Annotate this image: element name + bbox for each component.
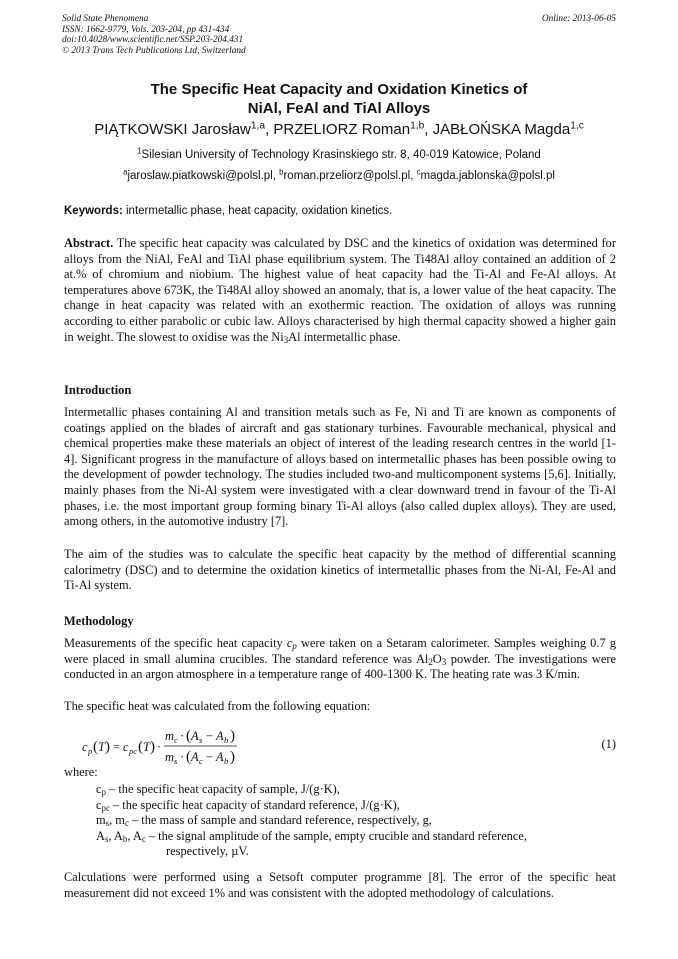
svg-text:): )	[105, 739, 110, 755]
abstract	[64, 236, 616, 345]
author-3-marker: 1,c	[570, 120, 584, 132]
def-text: – the mass of sample and standard reference, respectively, g,	[128, 813, 432, 828]
def-subscript-2: b	[122, 833, 128, 844]
svg-text:(: (	[138, 739, 143, 755]
title-line-1: The Specific Heat Capacity and Oxidation Kinetics of	[150, 81, 528, 98]
svg-text:·: ·	[157, 740, 162, 754]
email-c: magda.jablonska@polsl.pl	[420, 170, 555, 182]
definition-amplitude	[96, 829, 616, 845]
abstract-end: Al intermetallic phase.	[288, 329, 401, 344]
oxygen-symbol: O	[432, 651, 442, 666]
svg-text:c: c	[174, 735, 178, 745]
paper-title	[62, 80, 616, 118]
definition-continuation: respectively, µV.	[166, 844, 249, 859]
methodology-paragraph-3: Calculations were performed using a Setsoft computer programme [8]. The error of the specific heat measurement did not exceed 1% and was consistent with the adopted methodology of calculations.	[64, 870, 616, 900]
author-2: PRZELIORZ Roman	[273, 121, 411, 138]
email-a: jaroslaw.piatkowski@polsl.pl,	[127, 170, 276, 182]
methodology-text-b: were taken on a Setaram calorimeter. Samples weighing 0.7 g were placed in small alumina crucibles. The standard reference was Al	[64, 636, 616, 666]
keywords-text: intermetallic phase, heat capacity, oxidation kinetics.	[126, 205, 393, 217]
symbol-definitions	[96, 782, 616, 860]
definition-cp	[96, 782, 616, 798]
def-symbol-3: , A	[127, 828, 142, 843]
def-symbol: c	[96, 782, 102, 796]
def-symbol: A	[96, 828, 105, 843]
svg-text:pc: pc	[129, 746, 138, 756]
svg-text:c: c	[199, 756, 203, 766]
svg-text:c: c	[123, 740, 129, 754]
svg-text:): )	[230, 749, 235, 765]
svg-text:s: s	[174, 756, 178, 766]
def-subscript-3: c	[141, 833, 146, 844]
doi-line: doi:10.4028/www.scientific.net/SSP.203-204.431	[62, 35, 244, 45]
keywords	[64, 205, 616, 217]
svg-text:T: T	[98, 740, 105, 754]
introduction-paragraph-2: The aim of the studies was to calculate the specific heat capacity by the method of differential scanning calorimetry (DSC) and to determine the oxidation kinetics of intermetallic phases from the Ni-Al, Fe-Al and Ti-Al system.	[64, 547, 616, 593]
methodology-paragraph-2: The specific heat was calculated from the following equation:	[64, 699, 371, 713]
svg-text:b: b	[224, 735, 229, 745]
journal-name: Solid State Phenomena	[62, 14, 149, 24]
author-3: JABŁOŃSKA Magda	[432, 121, 571, 138]
def-subscript: s	[104, 833, 109, 844]
author-1-marker: 1,a	[250, 120, 266, 132]
svg-text:): )	[150, 739, 155, 755]
def-text: – the specific heat capacity of standard reference, J/(g·K),	[109, 797, 400, 812]
title-line-2: NiAl, FeAl and TiAl Alloys	[247, 100, 431, 117]
where-label: where:	[64, 765, 98, 779]
svg-text:(: (	[186, 749, 191, 765]
svg-text:A: A	[216, 729, 224, 743]
svg-text:−: −	[206, 750, 214, 764]
svg-text:T: T	[143, 740, 150, 754]
affiliation-text: Silesian University of Technology Krasinskiego str. 8, 40-019 Katowice, Poland	[141, 149, 541, 161]
svg-text:): )	[230, 728, 235, 744]
abstract-text: The specific heat capacity was calculated by DSC and the kinetics of oxidation was determined for alloys from the NiAl, FeAl and TiAl phase equilibrium system. The Ti48Al alloy contained an addition of 2 at.% of chromium and niobium. The highest value of heat capacity had the Ti-Al and Fe-Al alloys. At temperatures above 673K, the Ti48Al alloy showed an anomaly, that is, a lower value of the heat capacity. The change in heat capacity was related with an exothermic reaction. The oxidation of alloys was running according to either parabolic or cubic law. Alloys characterised by high thermal capacity showed a higher gain in weight. The slowest to oxidise was the Ni	[64, 236, 617, 344]
def-text: – the signal amplitude of the sample, empty crucible and standard reference,	[145, 828, 527, 843]
journal-header	[62, 14, 616, 56]
def-symbol-2: , A	[108, 828, 123, 843]
heat-capacity-formula	[80, 724, 280, 768]
email-b-marker: b	[279, 167, 284, 177]
svg-text:(: (	[93, 739, 98, 755]
svg-text:−: −	[206, 729, 214, 743]
methodology-paragraph-1	[64, 636, 616, 683]
keywords-label: Keywords:	[64, 205, 123, 217]
email-list	[62, 167, 616, 182]
email-b: roman.przeliorz@polsl.pl,	[283, 170, 414, 182]
methodology-heading: Methodology	[64, 614, 134, 628]
svg-text:s: s	[199, 735, 203, 745]
svg-text:c: c	[82, 740, 88, 754]
def-subscript: s	[105, 817, 110, 828]
svg-text:p: p	[88, 746, 93, 756]
o-subscript: 3	[441, 656, 447, 667]
al-subscript: 2	[428, 656, 433, 667]
svg-text:A: A	[191, 729, 199, 743]
svg-text:=: =	[113, 740, 121, 754]
cp-subscript: p	[292, 640, 297, 651]
cp-symbol: c	[286, 636, 293, 650]
introduction-paragraph-1: Intermetallic phases containing Al and transition metals such as Fe, Ni and Ti are known as components of coatings applied on the blades of aircraft and gas stationary turbines. Favourable mechanical, physical and chemical properties make these materials an object of interest of the leading research centres in the world [1-4]. Significant progress in the manufacture of alloys based on intermetallic phases has been possible owing to the development of powder technology. The studies included two-and multicomponent systems [5,6]. Initially, mainly phases from the Ni-Al system were investigated with a clear downward trend in favour of the Ti-Al phases, i.e. the most important group forming binary Ti-Al alloys (also called duplex alloys). They are used, among others, in the automotive industry [7].	[64, 405, 616, 529]
equation-number: (1)	[601, 737, 616, 751]
def-subscript: pc	[101, 802, 110, 813]
email-c-marker: c	[416, 167, 421, 177]
email-a-marker: a	[123, 167, 128, 177]
affiliation	[62, 146, 616, 161]
equation-1	[80, 726, 616, 766]
methodology-text-c: powder. The investigations were conducted in an argon atmosphere in a temperature range of 400-1300 K. The heating rate was 3 K/min.	[64, 651, 616, 682]
svg-text:A: A	[216, 750, 224, 764]
definition-mass	[96, 813, 616, 829]
def-subscript: p	[101, 786, 106, 797]
issn-line: ISSN: 1662-9779, Vols. 203-204, pp 431-434	[62, 24, 230, 35]
definition-cpc	[96, 798, 616, 814]
introduction-heading: Introduction	[64, 383, 132, 397]
author-list: PIĄTKOWSKI Jarosław$^{1,a}$, PRZELIORZ Roman$^{1,b}$, JABŁOŃSKA Magda$^{1,c}$	[94, 120, 584, 138]
svg-text:·: ·	[180, 729, 185, 743]
methodology-text-a: Measurements of the specific heat capacity	[64, 636, 283, 650]
svg-text:m: m	[165, 750, 175, 764]
author-2-marker: 1,b	[410, 120, 425, 132]
svg-text:A: A	[191, 750, 199, 764]
affiliation-marker: 1	[137, 146, 142, 156]
abstract-subscript: 3	[283, 334, 289, 345]
author-1: PIĄTKOWSKI Jarosław	[94, 121, 251, 138]
svg-text:·: ·	[180, 750, 185, 764]
svg-text:m: m	[165, 729, 175, 743]
def-symbol: c	[96, 797, 102, 812]
def-symbol-2: , m	[109, 813, 125, 828]
def-subscript-2: c	[124, 817, 129, 828]
svg-text:b: b	[224, 756, 229, 766]
online-date: Online: 2013-06-05	[541, 14, 616, 24]
def-symbol: m	[96, 813, 106, 828]
abstract-label: Abstract.	[64, 236, 114, 250]
svg-text:(: (	[186, 728, 191, 744]
def-text: – the specific heat capacity of sample, J/(g·K),	[105, 782, 340, 796]
copyright-line: © 2013 Trans Tech Publications Ltd, Switzerland	[62, 45, 246, 56]
